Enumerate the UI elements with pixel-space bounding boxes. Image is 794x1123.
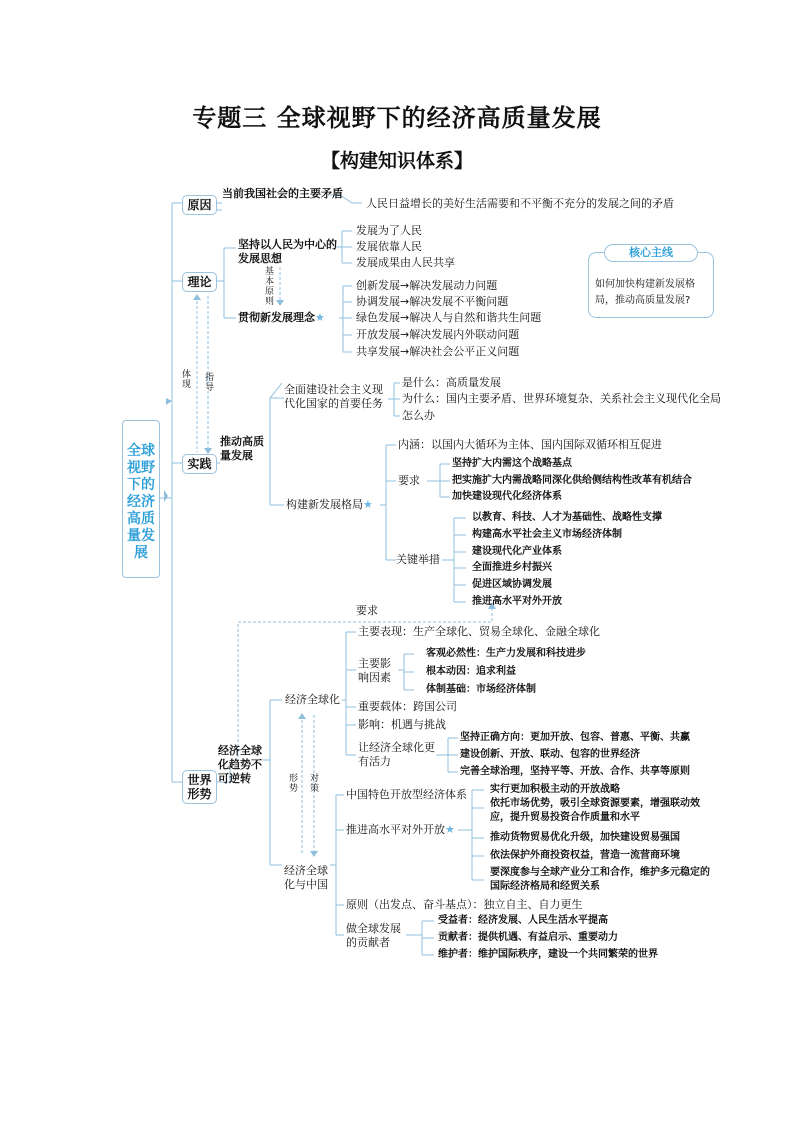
contrib-item-1: 受益者：经济发展、人民生活水平提高 bbox=[438, 915, 608, 926]
high-quality-dev: 推动高质量发展 bbox=[220, 435, 264, 462]
concept-item-2: 协调发展→解决发展不平衡问题 bbox=[356, 295, 509, 308]
page-subtitle: 【构建知识体系】 bbox=[320, 150, 473, 172]
factor-item-3: 体制基础：市场经济体制 bbox=[426, 684, 536, 695]
measure-item-3: 建设现代化产业体系 bbox=[472, 546, 562, 557]
high-level-opening bbox=[346, 823, 455, 837]
measure-item-4: 全面推进乡村振兴 bbox=[472, 562, 552, 573]
self-reliance-principle: 原则（出发点、奋斗基点）：独立自主、自力更生 bbox=[346, 898, 583, 911]
vitality-item-2: 建设创新、开放、联动、包容的世界经济 bbox=[460, 749, 640, 760]
open-item-1: 实行更加积极主动的开放战略 bbox=[490, 784, 620, 795]
link-tixian: 体现 bbox=[182, 370, 192, 390]
concept-item-1: 创新发展→解决发展动力问题 bbox=[356, 279, 498, 292]
people-item-1: 发展为了人民 bbox=[356, 224, 422, 237]
open-economic-system: 中国特色开放型经济体系 bbox=[346, 788, 467, 801]
requirement-item-3: 加快建设现代化经济体系 bbox=[452, 491, 562, 502]
people-center-idea: 坚持以人民为中心的发展思想 bbox=[238, 238, 337, 265]
principle-label: 基本原则 bbox=[265, 267, 275, 307]
link-yaoqiu: 要求 bbox=[356, 604, 378, 617]
glob-and-china: 经济全球化与中国 bbox=[284, 864, 328, 891]
node-yuanyin: 原因 bbox=[182, 195, 217, 215]
contrib-item-2: 贡献者：提供机遇、有益启示、重要动力 bbox=[438, 932, 618, 943]
vitality-item-1: 坚持正确方向：更加开放、包容、普惠、平衡、共赢 bbox=[460, 732, 690, 743]
key-measures: 关键举措 bbox=[396, 553, 440, 566]
factor-item-2: 根本动因：追求利益 bbox=[426, 666, 516, 677]
node-shijie: 世界形势 bbox=[182, 770, 217, 804]
open-item-4: 依法保护外商投资权益，营造一流营商环境 bbox=[490, 850, 680, 861]
measure-item-1: 以教育、科技、人才为基础性、战略性支撑 bbox=[472, 512, 662, 523]
new-concept bbox=[238, 311, 325, 325]
globalization-trend: 经济全球化趋势不可逆转 bbox=[218, 744, 262, 785]
glob-vitality: 让经济全球化更有活力 bbox=[358, 741, 435, 768]
link-zhidao: 指导 bbox=[205, 373, 215, 393]
contrib-item-3: 维护者：维护国际秩序，建设一个共同繁荣的世界 bbox=[438, 949, 658, 960]
pattern-connotation: 内涵：以国内大循环为主体、国内国际双循环相互促进 bbox=[398, 438, 662, 451]
people-item-2: 发展依靠人民 bbox=[356, 240, 422, 253]
root-node: 全球视野下的经济高质量发展 bbox=[122, 420, 160, 578]
requirement-item-2: 把实施扩大内需战略同深化供给侧结构性改革有机结合 bbox=[452, 475, 692, 486]
glob-performance: 主要表现：生产全球化、贸易全球化、金融全球化 bbox=[358, 625, 600, 638]
pattern-requirement: 要求 bbox=[398, 474, 420, 487]
new-concept-label: 贯彻新发展理念 bbox=[238, 311, 315, 324]
task-item-what: 是什么：高质量发展 bbox=[402, 376, 501, 389]
measure-item-5: 促进区域协调发展 bbox=[472, 579, 552, 590]
measure-item-6: 推进高水平对外开放 bbox=[472, 596, 562, 607]
primary-task: 全面建设社会主义现代化国家的首要任务 bbox=[284, 383, 383, 410]
concept-item-3: 绿色发展→解决人与自然和谐共生问题 bbox=[356, 311, 542, 324]
open-item-3: 推动货物贸易优化升级，加快建设贸易强国 bbox=[490, 832, 680, 843]
people-item-3: 发展成果由人民共享 bbox=[356, 256, 455, 269]
concept-item-4: 开放发展→解决发展内外联动问题 bbox=[356, 328, 520, 341]
star-icon: ★ bbox=[315, 311, 325, 324]
core-mainline-text: 如何加快构建新发展格局，推动高质量发展? bbox=[595, 279, 695, 306]
yuanyin-sub: 当前我国社会的主要矛盾 bbox=[222, 187, 343, 200]
open-item-2: 依托市场优势，吸引全球资源要素，增强联动效应，提升贸易投资合作质量和水平 bbox=[490, 798, 700, 823]
yuanyin-detail: 人民日益增长的美好生活需要和不平衡不充分的发展之间的矛盾 bbox=[366, 197, 674, 210]
requirement-item-1: 坚持扩大内需这个战略基点 bbox=[452, 458, 572, 469]
open-item-5: 要深度参与全球产业分工和合作，维护多元稳定的国际经济格局和经贸关系 bbox=[490, 867, 710, 892]
link-xingshi: 形势 bbox=[289, 774, 299, 794]
high-level-opening-label: 推进高水平对外开放 bbox=[346, 823, 445, 836]
concept-item-5: 共享发展→解决社会公平正义问题 bbox=[356, 345, 520, 358]
glob-factors: 主要影响因素 bbox=[358, 657, 391, 684]
measure-item-2: 构建高水平社会主义市场经济体制 bbox=[472, 529, 622, 540]
page-title: 专题三 全球视野下的经济高质量发展 bbox=[192, 103, 602, 132]
new-pattern-label: 构建新发展格局 bbox=[286, 498, 363, 511]
core-mainline-title: 核心主线 bbox=[604, 244, 698, 262]
task-item-how: 怎么办 bbox=[402, 409, 435, 422]
star-icon: ★ bbox=[363, 498, 373, 511]
vitality-item-3: 完善全球治理，坚持平等、开放、合作、共享等原则 bbox=[460, 766, 690, 777]
task-item-why: 为什么：国内主要矛盾、世界环境复杂、关系社会主义现代化全局 bbox=[402, 392, 721, 405]
factor-item-1: 客观必然性：生产力发展和科技进步 bbox=[426, 648, 586, 659]
new-pattern bbox=[286, 498, 373, 512]
globalization: 经济全球化 bbox=[285, 693, 340, 706]
node-lilun: 理论 bbox=[182, 272, 217, 292]
glob-impact: 影响：机遇与挑战 bbox=[358, 718, 446, 731]
global-contributor: 做全球发展的贡献者 bbox=[346, 922, 401, 949]
glob-carrier: 重要载体：跨国公司 bbox=[358, 700, 457, 713]
star-icon: ★ bbox=[445, 823, 455, 836]
link-duice: 对策 bbox=[310, 774, 320, 794]
node-shijian: 实践 bbox=[182, 454, 217, 474]
